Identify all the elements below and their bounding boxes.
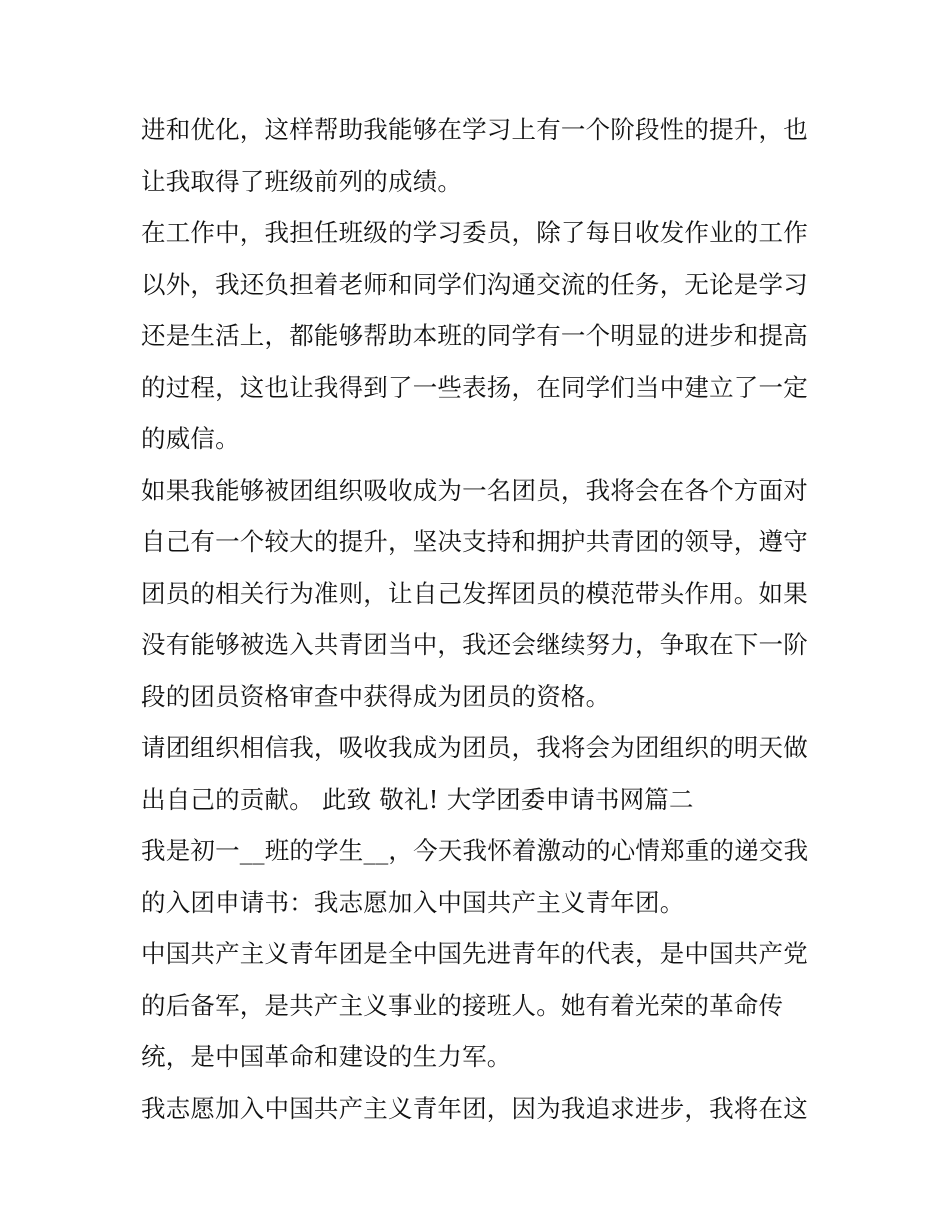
text-line-11: 没有能够被选入共青团当中，我还会继续努力，争取在下一阶 — [141, 630, 808, 659]
document-body — [141, 104, 821, 1134]
text-line-16: 的入团申请书：我志愿加入中国共产主义青年团。 — [141, 887, 685, 917]
text-line-7: 的威信。 — [141, 424, 240, 453]
text-line-9: 自己有一个较大的提升，坚决支持和拥护共青团的领导，遵守 — [141, 527, 808, 556]
text-line-5: 还是生活上，都能够帮助本班的同学有一个明显的进步和提高 — [141, 321, 808, 350]
text-line-8: 如果我能够被团组织吸收成为一名团员，我将会在各个方面对 — [141, 475, 808, 505]
text-line-1: 进和优化，这样帮助我能够在学习上有一个阶段性的提升，也 — [141, 115, 808, 144]
text-line-18: 的后备军，是共产主义事业的接班人。她有着光荣的革命传 — [141, 990, 784, 1020]
text-line-4: 以外，我还负担着老师和同学们沟通交流的任务，无论是学习 — [141, 269, 808, 299]
text-line-3: 在工作中，我担任班级的学习委员，除了每日收发作业的工作 — [141, 218, 808, 247]
text-line-17: 中国共产主义青年团是全中国先进青年的代表，是中国共产党 — [141, 939, 808, 968]
text-line-13: 请团组织相信我，吸收我成为团员，我将会为团组织的明天做 — [141, 733, 808, 762]
text-line-12: 段的团员资格审查中获得成为团员的资格。 — [141, 681, 611, 711]
text-line-6: 的过程，这也让我得到了一些表扬，在同学们当中建立了一定 — [141, 372, 808, 402]
text-line-20: 我志愿加入中国共产主义青年团，因为我追求进步，我将在这 — [141, 1093, 808, 1123]
text-line-14: 出自己的贡献。 此致 敬礼! 大学团委申请书网篇二 — [141, 784, 694, 814]
text-line-15: 我是初一__班的学生__，今天我怀着激动的心情郑重的递交我 — [141, 836, 809, 865]
text-line-19: 统，是中国革命和建设的生力军。 — [141, 1042, 512, 1071]
text-line-2: 让我取得了班级前列的成绩。 — [141, 166, 463, 196]
text-line-10: 团员的相关行为准则，让自己发挥团员的模范带头作用。如果 — [141, 578, 808, 608]
